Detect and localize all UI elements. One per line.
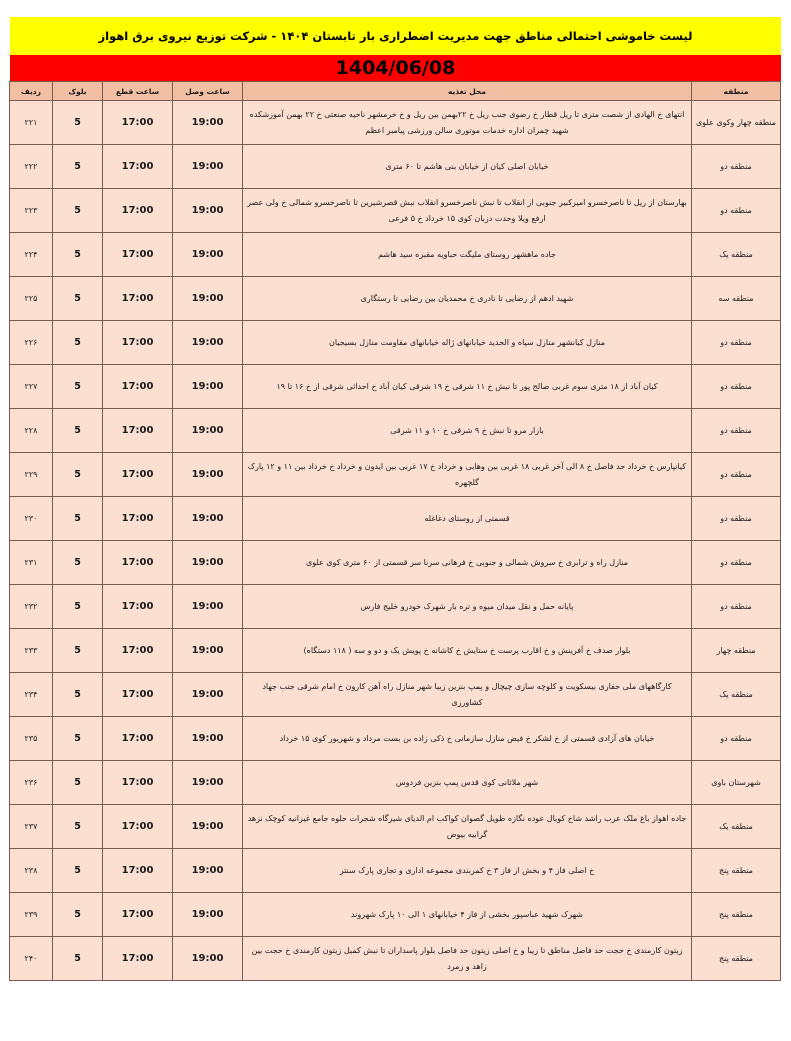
cell-ghat: 17:00 [103,849,173,893]
schedule-date: 1404/06/08 [10,55,781,81]
cell-feed: پایانه حمل و نقل میدان میوه و تره بار شهرک خودرو خلیج فارس [243,585,692,629]
cell-vasl: 19:00 [173,717,243,761]
cell-feed: کیانپارس خ خرداد حد فاصل خ ۸ الی آخر غربی ۱۸ غربی بین وهابی و خرداد خ ۱۷ غربی بین ایدون و خرداد خ خرداد بین ۱۱ و ۱۲ پارک گلچهره [243,453,692,497]
cell-vasl: 19:00 [173,365,243,409]
cell-ghat: 17:00 [103,145,173,189]
cell-zone: شهرستان باوی [692,761,781,805]
table-row [10,937,781,981]
cell-block: 5 [53,233,103,277]
cell-radif: ۲۴۰ [10,937,53,981]
cell-vasl: 19:00 [173,409,243,453]
cell-vasl: 19:00 [173,937,243,981]
cell-ghat: 17:00 [103,453,173,497]
table-row [10,629,781,673]
cell-radif: ۲۲۱ [10,101,53,145]
cell-feed: منازل راه و ترابری خ سروش شمالی و جنوبی خ فرهانی سرنا سر قسمتی از ۶۰ متری کوی علوی [243,541,692,585]
cell-feed: شهید ادهم از رضایی تا نادری خ محمدیان بین رضایی تا رستگاری [243,277,692,321]
cell-feed: بلوار صدف خ آفرینش و خ اقارب پرست خ ستایش خ کاشانه خ پویش یک و دو و سه ( ۱۱۸ دستگاه) [243,629,692,673]
cell-vasl: 19:00 [173,673,243,717]
cell-radif: ۲۳۶ [10,761,53,805]
cell-vasl: 19:00 [173,101,243,145]
cell-zone: منطقه یک [692,673,781,717]
cell-zone: منطقه دو [692,541,781,585]
cell-radif: ۲۲۸ [10,409,53,453]
cell-feed: قسمتی از روستای دغاغله [243,497,692,541]
cell-block: 5 [53,849,103,893]
cell-block: 5 [53,409,103,453]
cell-zone: منطقه دو [692,453,781,497]
cell-block: 5 [53,453,103,497]
cell-ghat: 17:00 [103,409,173,453]
cell-vasl: 19:00 [173,805,243,849]
cell-ghat: 17:00 [103,673,173,717]
column-header-zone: منطقه [692,82,781,101]
column-header-feed: محل تغذیه [243,82,692,101]
column-header-block: بلوک [53,82,103,101]
table-row [10,321,781,365]
cell-ghat: 17:00 [103,585,173,629]
cell-ghat: 17:00 [103,761,173,805]
cell-radif: ۲۲۵ [10,277,53,321]
cell-zone: منطقه چهار وکوی علوی [692,101,781,145]
cell-ghat: 17:00 [103,101,173,145]
table-row [10,541,781,585]
cell-vasl: 19:00 [173,849,243,893]
table-row [10,453,781,497]
cell-zone: منطقه دو [692,497,781,541]
cell-radif: ۲۳۵ [10,717,53,761]
cell-feed: بهارستان از ریل تا ناصرخسرو امیرکبیر جنوبی از انقلاب تا نبش ناصرخسرو انقلاب نبش قصرشیرین تا ناصرخسرو شمالی خ ولی عصر ارفع ویلا وحدت دزبان کوی ۱۵ خرداد خ ۵ فرعی [243,189,692,233]
cell-zone: منطقه یک [692,805,781,849]
column-header-radif: ردیف [10,82,53,101]
cell-block: 5 [53,497,103,541]
cell-radif: ۲۳۷ [10,805,53,849]
cell-block: 5 [53,937,103,981]
cell-block: 5 [53,673,103,717]
cell-ghat: 17:00 [103,233,173,277]
cell-ghat: 17:00 [103,277,173,321]
cell-vasl: 19:00 [173,145,243,189]
page-title: لیست خاموشی احتمالی مناطق جهت مدیریت اضطراری بار تابستان ۱۴۰۴ - شرکت توزیع نیروی برق اهواز [10,17,781,55]
cell-feed: منازل کیانشهر منازل سپاه و الحدید خیابانهای ژاله خیابانهای مقاومت منازل بسیجیان [243,321,692,365]
cell-radif: ۲۳۳ [10,629,53,673]
cell-vasl: 19:00 [173,585,243,629]
table-row [10,233,781,277]
cell-radif: ۲۳۸ [10,849,53,893]
cell-ghat: 17:00 [103,321,173,365]
cell-feed: بازار مرو تا نبش خ ۹ شرقی خ ۱۰ و ۱۱ شرقی [243,409,692,453]
cell-radif: ۲۲۷ [10,365,53,409]
cell-ghat: 17:00 [103,937,173,981]
cell-zone: منطقه دو [692,585,781,629]
cell-block: 5 [53,893,103,937]
cell-vasl: 19:00 [173,321,243,365]
cell-feed: انتهای خ الهادی از شصت متری تا ریل قطار خ رضوی جنب ریل خ ۲۲بهمن بین ریل و خ خرمشهر ناحیه صنعتی خ ۲۲ بهمن آموزشکده شهید چمران اداره خدمات موتوری سالن ورزشی پیامبر اعظم [243,101,692,145]
cell-block: 5 [53,189,103,233]
table-row [10,673,781,717]
cell-vasl: 19:00 [173,233,243,277]
cell-zone: منطقه پنج [692,937,781,981]
table-row [10,805,781,849]
cell-feed: زیتون کارمندی خ حجت حد فاصل مناطق تا زیبا و خ اصلی زیتون حد فاصل بلوار پاسداران تا نبش کمیل زیتون کارمندی خ حجت بین زاهد و زمرد [243,937,692,981]
table-row [10,409,781,453]
cell-block: 5 [53,365,103,409]
cell-radif: ۲۲۴ [10,233,53,277]
cell-radif: ۲۲۳ [10,189,53,233]
cell-block: 5 [53,321,103,365]
cell-zone: منطقه دو [692,145,781,189]
table-row [10,849,781,893]
cell-vasl: 19:00 [173,277,243,321]
cell-feed: کارگاههای ملی حفاری بیسکویت و کلوچه سازی چیچال و پمپ بنزین زیبا شهر منازل راه آهن کارون خ امام شرقی جنب جهاد کشاورزی [243,673,692,717]
cell-ghat: 17:00 [103,365,173,409]
cell-block: 5 [53,277,103,321]
table-row [10,101,781,145]
cell-block: 5 [53,629,103,673]
cell-feed: خیابان های آزادی قسمتی از خ لشکر خ فیض منازل سازمانی خ ذکی زاده بن بست مرداد و شهریور کوی ۱۵ خرداد [243,717,692,761]
cell-radif: ۲۲۹ [10,453,53,497]
outage-table [9,81,781,981]
cell-zone: منطقه دو [692,365,781,409]
cell-radif: ۲۲۶ [10,321,53,365]
table-row [10,277,781,321]
cell-vasl: 19:00 [173,893,243,937]
cell-block: 5 [53,101,103,145]
cell-radif: ۲۳۹ [10,893,53,937]
cell-ghat: 17:00 [103,629,173,673]
cell-block: 5 [53,717,103,761]
table-row [10,145,781,189]
banner [10,17,781,81]
table-row [10,365,781,409]
cell-zone: منطقه پنج [692,893,781,937]
cell-radif: ۲۲۲ [10,145,53,189]
cell-ghat: 17:00 [103,541,173,585]
table-row [10,189,781,233]
cell-zone: منطقه سه [692,277,781,321]
table-header-row [10,82,781,101]
cell-feed: کیان آباد از ۱۸ متری سوم غربی صالح پور تا نبش خ ۱۱ شرقی خ ۱۹ شرقی کیان آباد خ احداثی شرقی از خ ۱۶ تا ۱۹ [243,365,692,409]
cell-vasl: 19:00 [173,761,243,805]
cell-zone: منطقه پنج [692,849,781,893]
cell-block: 5 [53,585,103,629]
cell-zone: منطقه یک [692,233,781,277]
cell-zone: منطقه دو [692,189,781,233]
cell-block: 5 [53,761,103,805]
cell-vasl: 19:00 [173,629,243,673]
cell-radif: ۲۳۰ [10,497,53,541]
cell-radif: ۲۳۴ [10,673,53,717]
cell-feed: جاده اهواز باغ ملک عرب راشد شاخ کوبال عوده نگازه طویل گصوان کواکب ام الدیای شیرگاه شجرات حلوه جامع غیزانیه کوچک نزهد گرابیه بیوض [243,805,692,849]
cell-ghat: 17:00 [103,717,173,761]
table-header [10,82,781,101]
cell-ghat: 17:00 [103,497,173,541]
table-row [10,497,781,541]
table-body [10,101,781,981]
column-header-vasl: ساعت وصل [173,82,243,101]
table-row [10,761,781,805]
column-header-ghat: ساعت قطع [103,82,173,101]
cell-ghat: 17:00 [103,805,173,849]
cell-ghat: 17:00 [103,189,173,233]
cell-zone: منطقه دو [692,321,781,365]
table-row [10,585,781,629]
cell-radif: ۲۳۲ [10,585,53,629]
outage-schedule-page [0,17,791,1041]
table-row [10,893,781,937]
cell-block: 5 [53,541,103,585]
cell-feed: خیابان اصلی کیان از خیابان بنی هاشم تا ۶۰ متری [243,145,692,189]
cell-radif: ۲۳۱ [10,541,53,585]
cell-ghat: 17:00 [103,893,173,937]
cell-feed: شهرک شهید عباسپور بخشی از فاز ۴ خیابانهای ۱ الی ۱۰ پارک شهروند [243,893,692,937]
cell-vasl: 19:00 [173,541,243,585]
cell-feed: شهر ملاثانی کوی قدس پمپ بنزین فردوس [243,761,692,805]
cell-feed: خ اصلی فاز ۴ و بخش از فاز ۳ خ کمربندی مجموعه اداری و تجاری پارک سنتر [243,849,692,893]
cell-zone: منطقه چهار [692,629,781,673]
cell-block: 5 [53,805,103,849]
cell-vasl: 19:00 [173,453,243,497]
cell-block: 5 [53,145,103,189]
cell-zone: منطقه دو [692,717,781,761]
table-row [10,717,781,761]
cell-vasl: 19:00 [173,497,243,541]
cell-vasl: 19:00 [173,189,243,233]
cell-zone: منطقه دو [692,409,781,453]
cell-feed: جاده ماهشهر روستای ملیگت حباویه مقبره سید هاشم [243,233,692,277]
